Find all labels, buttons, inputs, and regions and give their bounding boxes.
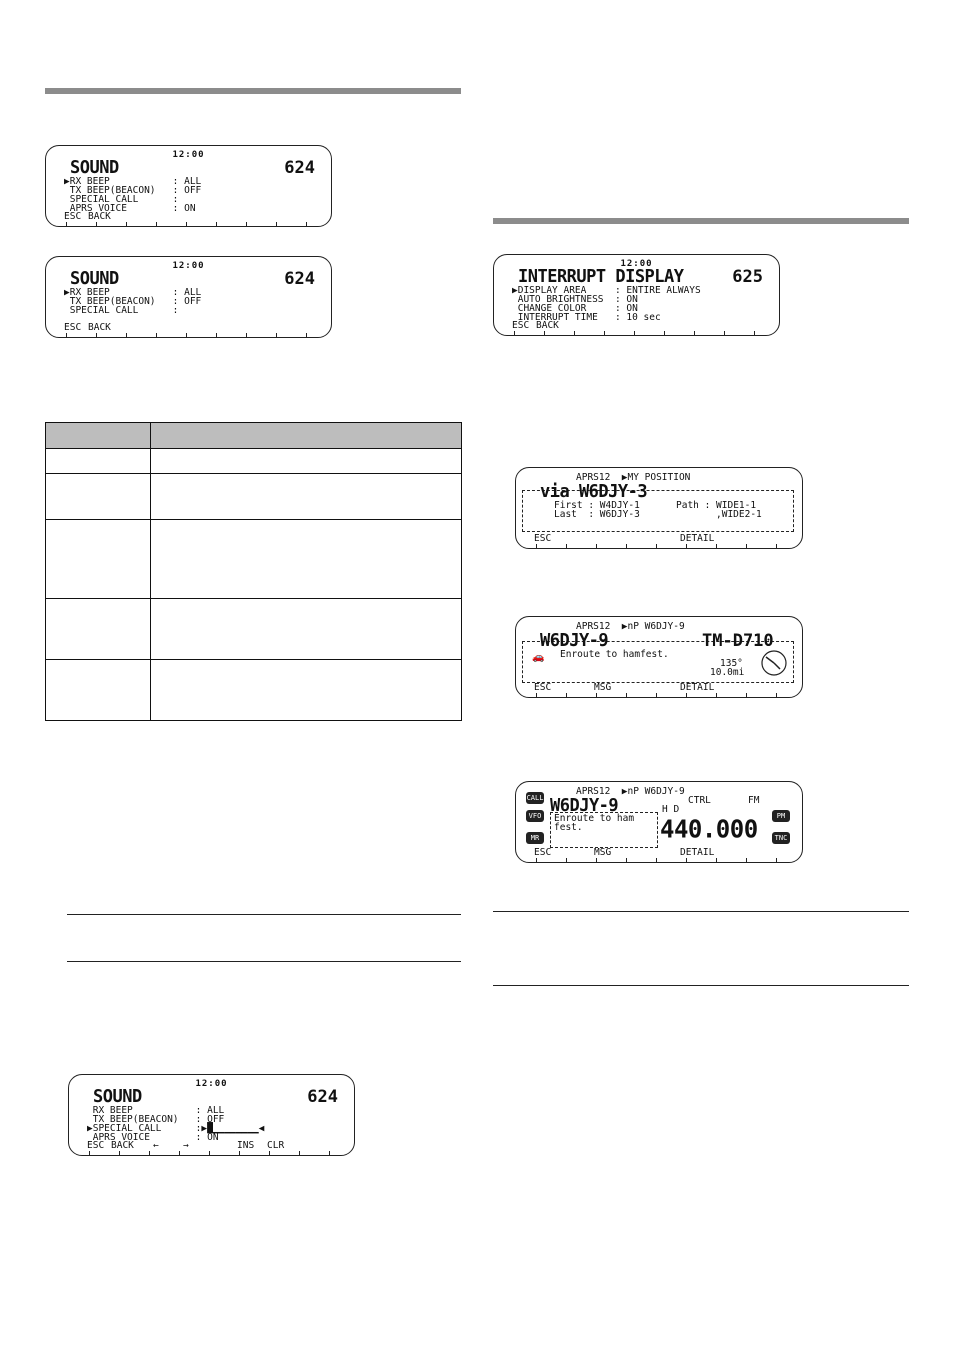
tnc-key[interactable]: TNC	[772, 832, 790, 844]
lcd-frequency-interrupt	[515, 781, 803, 863]
lcd-path-2: ,WIDE2-1	[716, 509, 762, 520]
lcd-title: INTERRUPT DISPLAY	[518, 266, 684, 288]
softkey-ticks	[66, 222, 311, 226]
lcd-distance: 10.0mi	[710, 667, 745, 678]
section-rule-left	[45, 88, 461, 94]
lcd-row: ▶DISPLAY AREA : ENTIRE ALWAYS	[512, 285, 701, 296]
lcd-title: SOUND	[70, 268, 119, 290]
lcd-path: Path : WIDE1-1	[676, 500, 757, 511]
settings-table	[45, 422, 462, 721]
softkey-esc[interactable]: ESC	[512, 320, 530, 331]
softkey-back[interactable]: BACK	[111, 1140, 134, 1151]
car-icon: 🚗	[532, 652, 545, 663]
softkey-esc[interactable]: ESC	[534, 847, 552, 858]
softkey-ticks	[514, 331, 759, 335]
softkey-ticks	[536, 544, 782, 548]
softkey-left-arrow[interactable]: ←	[153, 1140, 159, 1151]
lcd-clock: 12:00	[195, 1079, 228, 1089]
lcd-first-digi: First : W4DJY-1	[554, 500, 640, 511]
section-rule-right	[493, 218, 909, 224]
mr-key[interactable]: MR	[526, 832, 544, 844]
note-rule-bottom-right	[493, 985, 909, 986]
table-header	[46, 423, 461, 449]
lcd-clock: 12:00	[620, 259, 653, 269]
note-rule-top	[67, 914, 461, 915]
table-column-divider	[150, 423, 151, 720]
lcd-row: APRS VOICE : ON	[87, 1132, 219, 1143]
softkey-esc[interactable]: ESC	[534, 682, 552, 693]
softkey-ticks	[66, 333, 311, 337]
lcd-menu-number: 624	[284, 158, 315, 178]
lcd-interrupt-display-menu	[493, 254, 780, 336]
softkey-msg[interactable]: MSG	[594, 847, 612, 858]
softkey-esc[interactable]: ESC	[534, 533, 552, 544]
table-row-divider	[46, 598, 461, 599]
lcd-row: RX BEEP : ALL	[87, 1105, 225, 1116]
softkey-back[interactable]: BACK	[88, 322, 111, 333]
lcd-row: APRS VOICE : ON	[64, 203, 196, 214]
lcd-sound-menu-2	[45, 256, 332, 338]
lcd-row: ▶RX BEEP : ALL	[64, 287, 202, 298]
table-row-divider	[46, 473, 461, 474]
lcd-clock: 12:00	[172, 150, 205, 160]
lcd-ctrl-indicator: CTRL	[688, 795, 711, 806]
lcd-row: TX BEEP(BEACON) : OFF	[64, 185, 202, 196]
lcd-row: INTERRUPT TIME : 10 sec	[512, 312, 661, 323]
softkey-detail[interactable]: DETAIL	[680, 847, 715, 858]
pm-key[interactable]: PM	[772, 810, 790, 822]
softkey-detail[interactable]: DETAIL	[680, 533, 715, 544]
table-row-divider	[46, 519, 461, 520]
lcd-mode: FM	[748, 795, 760, 806]
lcd-row: CHANGE COLOR : ON	[512, 303, 638, 314]
lcd-comment-line-1: Enroute to ham	[554, 813, 635, 824]
softkey-esc[interactable]: ESC	[64, 211, 82, 222]
lcd-row-selected: ▶SPECIAL CALL :▶█▁▁▁▁▁▁▁▁◀	[87, 1123, 265, 1134]
lcd-menu-number: 624	[284, 269, 315, 289]
lcd-comment-line-2: fest.	[554, 822, 583, 833]
note-rule-bottom	[67, 961, 461, 962]
lcd-callsign: W6DJY-9	[550, 795, 619, 817]
softkey-msg[interactable]: MSG	[594, 682, 612, 693]
lcd-sound-menu-1	[45, 145, 332, 227]
table-row-divider	[46, 659, 461, 660]
lcd-last-digi: Last : W6DJY-3	[554, 509, 640, 520]
softkey-back[interactable]: BACK	[536, 320, 559, 331]
lcd-sound-menu-edit	[68, 1074, 355, 1156]
softkey-ticks	[89, 1151, 334, 1155]
lcd-via: via W6DJY-3	[540, 481, 648, 503]
softkey-esc[interactable]: ESC	[87, 1140, 105, 1151]
softkey-right-arrow[interactable]: →	[183, 1140, 189, 1151]
lcd-row: TX BEEP(BEACON) : OFF	[64, 296, 202, 307]
lcd-bearing: 135°	[720, 658, 743, 669]
lcd-model: TM-D710	[702, 631, 774, 651]
call-key[interactable]: CALL	[526, 794, 544, 802]
softkey-ticks	[536, 858, 782, 862]
lcd-menu-number: 624	[307, 1087, 338, 1107]
lcd-title: SOUND	[93, 1086, 142, 1108]
lcd-frequency: 440.000	[660, 814, 758, 844]
softkey-detail[interactable]: DETAIL	[680, 682, 715, 693]
lcd-hd: H D	[662, 804, 680, 815]
lcd-row: TX BEEP(BEACON) : OFF	[87, 1114, 225, 1125]
compass-icon	[760, 649, 788, 677]
softkey-esc[interactable]: ESC	[64, 322, 82, 333]
lcd-header: APRS12 ▶nP W6DJY-9	[576, 621, 685, 632]
lcd-comment: Enroute to hamfest.	[560, 649, 669, 660]
lcd-row: AUTO BRIGHTNESS : ON	[512, 294, 638, 305]
lcd-row: SPECIAL CALL :	[64, 305, 179, 316]
softkey-clr[interactable]: CLR	[267, 1140, 285, 1151]
vfo-key[interactable]: VFO	[526, 810, 544, 822]
softkey-ticks	[536, 693, 782, 697]
lcd-menu-number: 625	[732, 267, 763, 287]
lcd-header: APRS12 ▶nP W6DJY-9	[576, 786, 685, 797]
lcd-row: ▶RX BEEP : ALL	[64, 176, 202, 187]
lcd-row: SPECIAL CALL :	[64, 194, 179, 205]
softkey-ins[interactable]: INS	[237, 1140, 255, 1151]
lcd-clock: 12:00	[172, 261, 205, 271]
lcd-title: SOUND	[70, 157, 119, 179]
lcd-header: APRS12 ▶MY POSITION	[576, 472, 691, 483]
lcd-station-info	[515, 616, 803, 698]
note-rule-top-right	[493, 911, 909, 912]
lcd-callsign: W6DJY-9	[540, 630, 609, 652]
lcd-my-position	[515, 467, 803, 549]
softkey-back[interactable]: BACK	[88, 211, 111, 222]
